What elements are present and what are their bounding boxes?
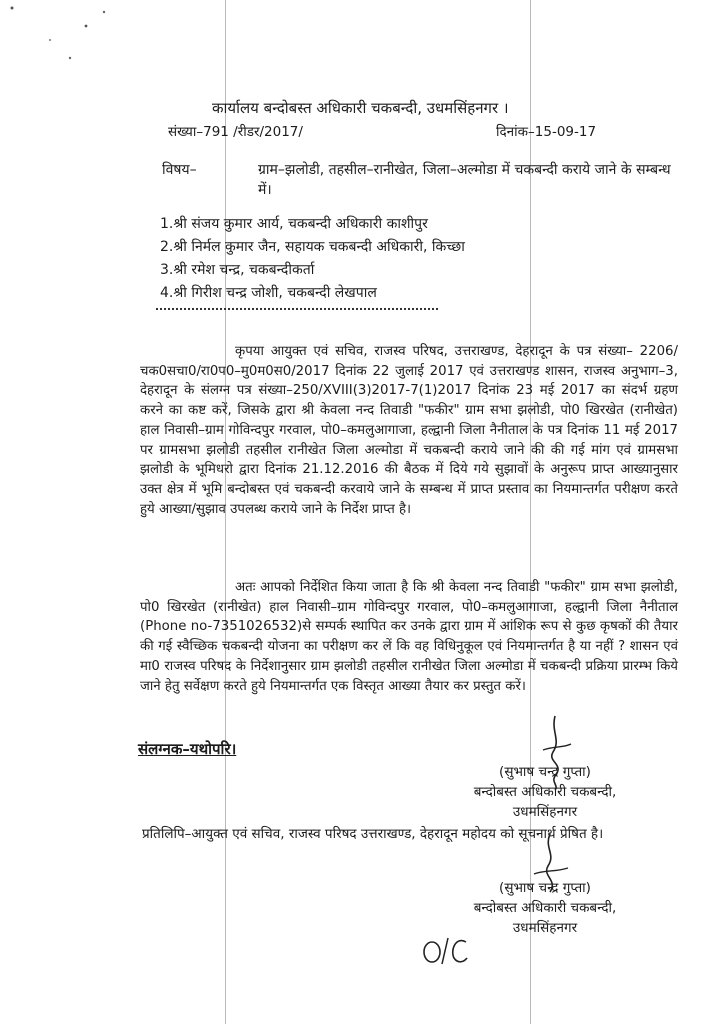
- signatory-designation: बन्दोबस्त अधिकारी चकबन्दी,: [473, 784, 617, 800]
- signatory-place: उधमसिंहनगर: [512, 920, 578, 936]
- signatory-name: (सुभाष चन्द्र गुप्ता): [499, 764, 591, 780]
- distribution-item: 1.श्री संजय कुमार आर्य, चकबन्दी अधिकारी काशीपुर: [160, 216, 428, 232]
- distribution-list: [160, 214, 465, 306]
- scan-specks: [0, 0, 120, 80]
- copy-to-note: प्रतिलिपि–आयुक्त एवं सचिव, राजस्व परिषद उत्तराखण्ड, देहरादून महोदय को सूचनार्थ प्रेषित है।: [142, 826, 604, 842]
- distribution-item: 4.श्री गिरीश चन्द्र जोशी, चकबन्दी लेखपाल: [160, 285, 377, 301]
- distribution-item: 2.श्री निर्मल कुमार जैन, सहायक चकबन्दी अधिकारी, किच्छा: [160, 239, 465, 255]
- body-paragraph-2: अतः आपको निर्देशित किया जाता है कि श्री केवला नन्द तिवाडी "फकीर" ग्राम सभा झलोडी, पो0 खिरखेत (रानीखेत) हाल निवासी–ग्राम गोविन्दपुर गरवाल, पो0–कमलुआगाजा, हल्द्वानी जिला नैनीताल (Phone no-7351026532)से सम्पर्क स्थापित कर उनके द्वारा ग्राम में आंशिक रूप से कुछ कृषकों की तैयार की गई स्वैच्छिक चकबन्दी योजना का परीक्षण कर लें कि वह विधिनुकूल एवं नियमान्तर्गत है या नहीं ? शासन एवं मा0 राजस्व परिषद के निर्देशानुसार ग्राम झलोडी तहसील रानीखेत जिला अल्मोडा में चकबन्दी प्रक्रिया प्रारम्भ किये जाने हेतु सर्वेक्षण करते हुये नियमान्तर्गत एक विस्तृत आख्या तैयार कर प्रस्तुत करें।: [140, 580, 678, 694]
- office-heading: कार्यालय बन्दोबस्त अधिकारी चकबन्दी, उधमसिंहनगर ।: [212, 99, 509, 117]
- signature-block-1: [430, 762, 660, 822]
- enclosure-note: संलग्नक–यथोपरि।: [138, 740, 237, 758]
- subject-text: ग्राम–झलोडी, तहसील–रानीखेत, जिला–अल्मोडा में चकबन्दी कराये जाने के सम्बन्ध में।: [258, 162, 671, 198]
- signatory-place: उधमसिंहनगर: [512, 804, 578, 820]
- signatory-name: (सुभाष चन्द्र गुप्ता): [499, 880, 591, 896]
- dotted-separator: [156, 308, 438, 310]
- handwritten-oc-note: [420, 928, 470, 972]
- reference-number: संख्या–791 /रीडर/2017/: [168, 124, 303, 140]
- signatory-designation: बन्दोबस्त अधिकारी चकबन्दी,: [473, 900, 617, 916]
- distribution-item: 3.श्री रमेश चन्द्र, चकबन्दीकर्ता: [160, 262, 315, 278]
- subject-label: विषय–: [162, 162, 197, 178]
- body-paragraph-1: कृपया आयुक्त एवं सचिव, राजस्व परिषद, उत्तराखण्ड, देहरादून के पत्र संख्या– 2206/चक0सचा0/रा0प0–मु0म0स0/2017 दिनांक 22 जुलाई 2017 एवं उत्तराखण्ड शासन, राजस्व अनुभाग–3, देहरादून के संलग्न पत्र संख्या–250/XVIII(3)2017-7(1)2017 दिनांक 23 मई 2017 का संदर्भ ग्रहण करने का कष्ट करें, जिसके द्वारा श्री केवला नन्द तिवाडी "फकीर" ग्राम सभा झलोडी, पो0 खिरखेत (रानीखेत) हाल निवासी–ग्राम गोविन्दपुर गरवाल, पो0–कमलुआगाजा, हल्द्वानी जिला नैनीताल के पत्र दिनांक 11 मई 2017 पर ग्रामसभा झलोडी तहसील रानीखेत जिला अल्मोडा में चकबन्दी कराये जाने की की गई मांग एवं ग्रामसभा झलोडी के भूमिधरो द्वारा दिनांक 21.12.2016 की बैठक में दिये गये सुझावों के अनुरूप प्राप्त आख्यानुसार उक्त क्षेत्र में भूमि बन्दोबस्त एवं चकबन्दी करवाये जाने के सम्बन्ध में प्राप्त प्रस्ताव का नियमान्तर्गत परीक्षण करते हुये आख्या/सुझाव उपलब्ध कराये जाने के निर्देश प्राप्त है।: [140, 344, 678, 517]
- letter-date: दिनांक–15-09-17: [496, 124, 597, 140]
